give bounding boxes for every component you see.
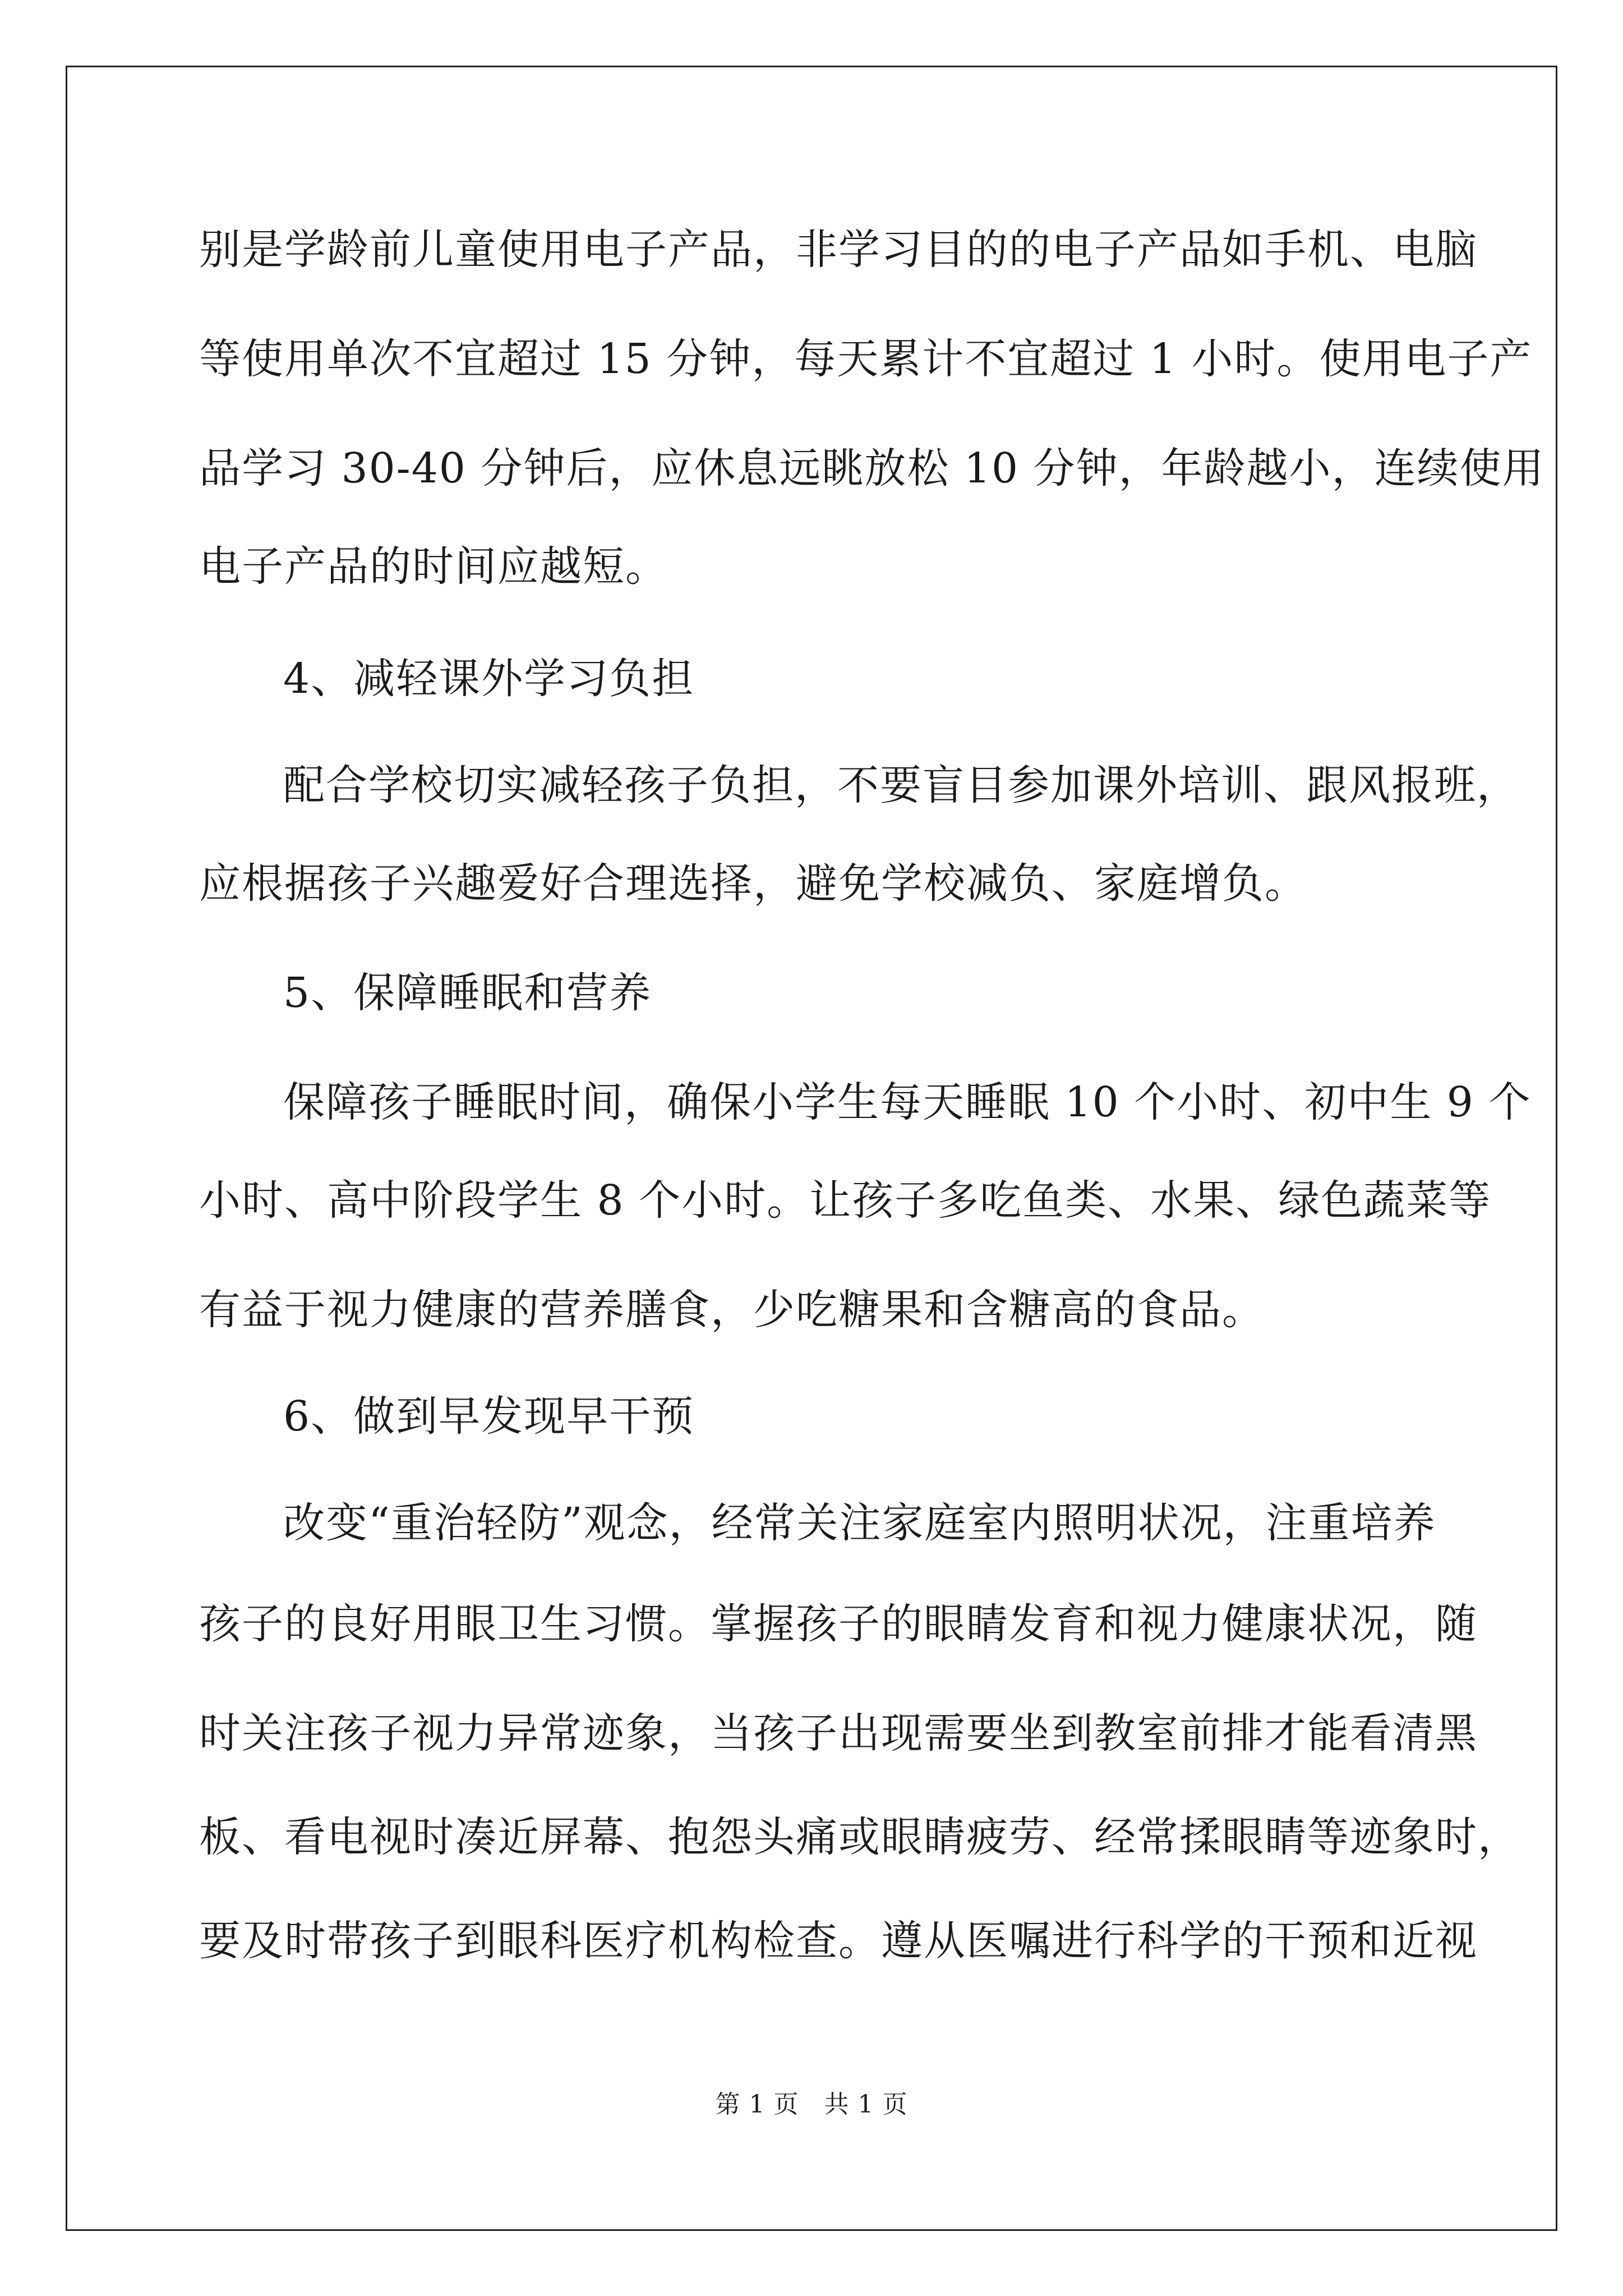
page-number-footer: 第 1 页 共 1 页 [715, 2090, 908, 2119]
body-text-line: 等使用单次不宜超过 15 分钟，每天累计不宜超过 1 小时。使用电子产 [199, 335, 1533, 383]
section-heading: 5、保障睡眠和营养 [283, 969, 652, 1017]
body-text-line: 小时、高中阶段学生 8 个小时。让孩子多吃鱼类、水果、绿色蔬菜等 [199, 1176, 1492, 1225]
page-border [66, 66, 1557, 2231]
body-text-line: 板、看电视时凑近屏幕、抱怨头痛或眼睛疲劳、经常揉眼睛等迹象时， [199, 1813, 1520, 1861]
body-text-line: 孩子的良好用眼卫生习惯。掌握孩子的眼睛发育和视力健康状况，随 [199, 1600, 1478, 1648]
body-text-line: 要及时带孩子到眼科医疗机构检查。遵从医嘱进行科学的干预和近视 [199, 1917, 1478, 1965]
body-text-line: 品学习 30-40 分钟后，应休息远眺放松 10 分钟，年龄越小，连续使用 [199, 444, 1545, 493]
body-text-line: 改变“重治轻防”观念，经常关注家庭室内照明状况，注重培养 [283, 1499, 1436, 1547]
body-text-line: 有益于视力健康的营养膳食，少吃糖果和含糖高的食品。 [199, 1286, 1265, 1334]
body-text-line: 应根据孩子兴趣爱好合理选择，避免学校减负、家庭增负。 [199, 859, 1307, 908]
section-heading: 4、减轻课外学习负担 [283, 655, 695, 703]
body-text-line: 时关注孩子视力异常迹象，当孩子出现需要坐到教室前排才能看清黑 [199, 1709, 1478, 1757]
body-text-line: 保障孩子睡眠时间，确保小学生每天睡眠 10 个小时、初中生 9 个 [283, 1078, 1532, 1126]
body-text-line: 电子产品的时间应越短。 [199, 542, 668, 591]
body-text-line: 配合学校切实减轻孩子负担，不要盲目参加课外培训、跟风报班， [283, 761, 1519, 809]
section-heading: 6、做到早发现早干预 [283, 1392, 695, 1441]
body-text-line: 别是学龄前儿童使用电子产品，非学习目的的电子产品如手机、电脑 [199, 226, 1478, 274]
